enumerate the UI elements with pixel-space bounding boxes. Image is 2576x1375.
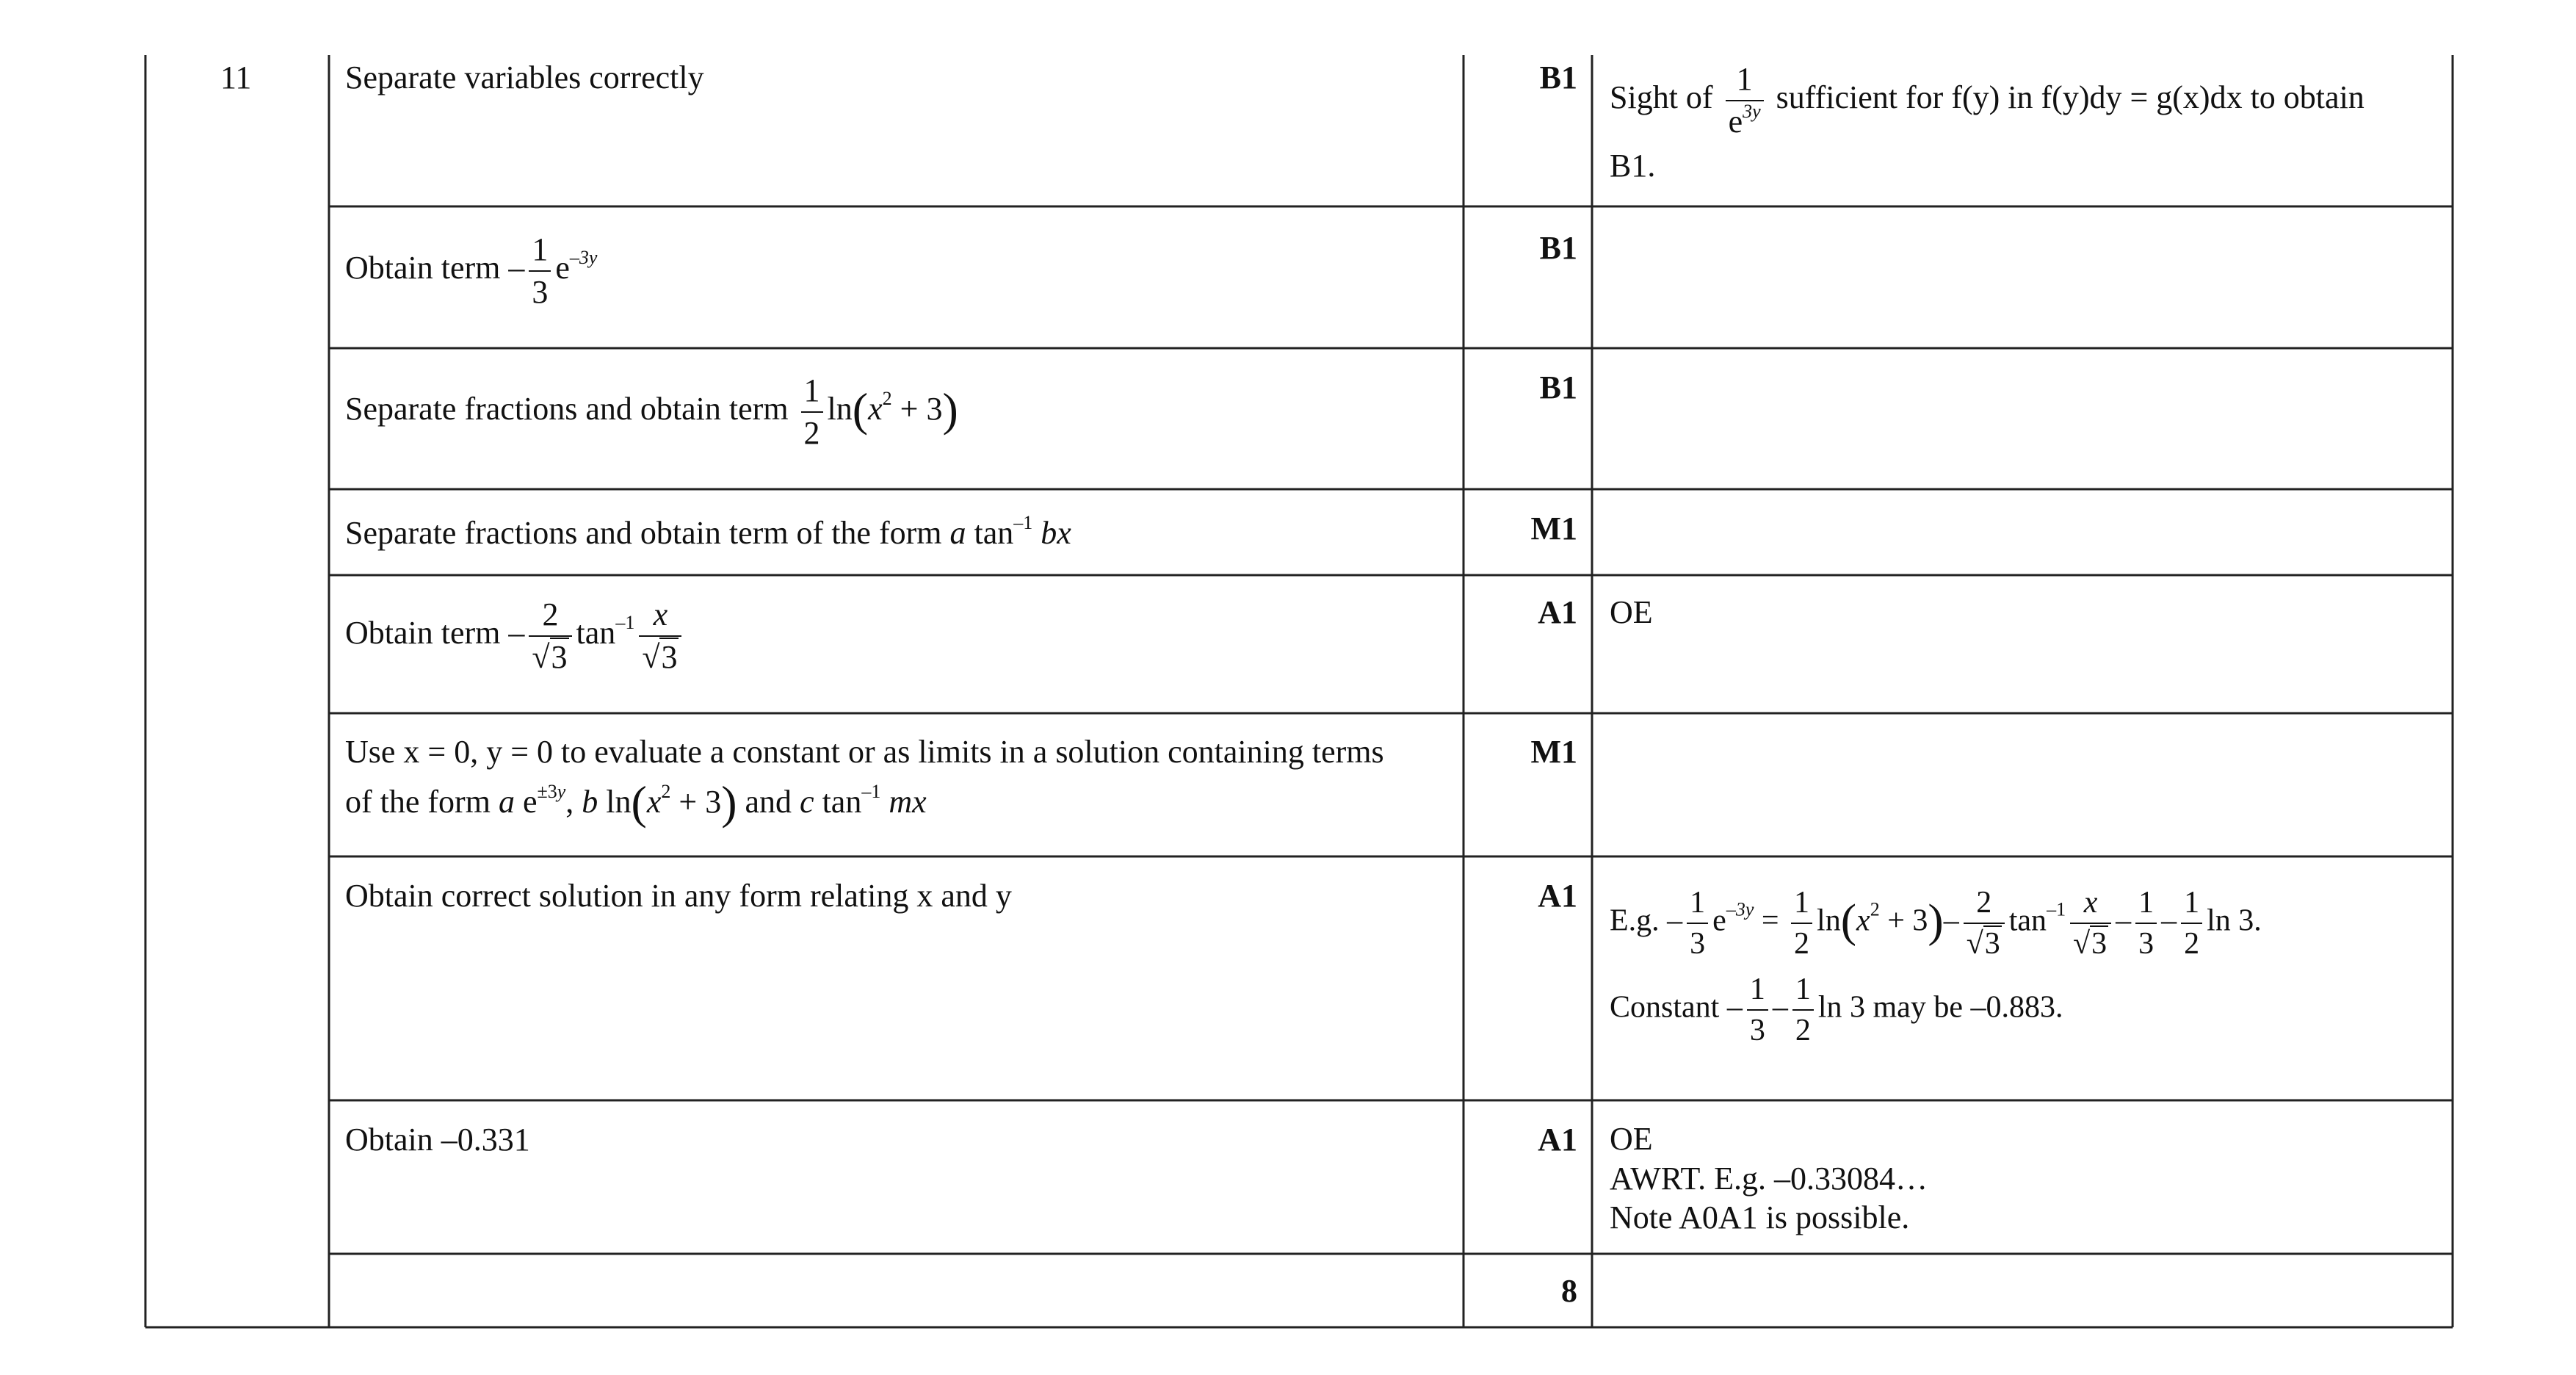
fraction-numerator: 1 bbox=[1726, 63, 1764, 101]
answer-r3-text: Separate fractions and obtain term bbox=[345, 391, 789, 427]
answer-r6-and: and bbox=[745, 784, 792, 820]
answer-r2: Obtain term – $\frac{1}{3}$ $e^{-3y}$ bbox=[345, 231, 598, 310]
fraction-denominator: $e^{3y}$ bbox=[1728, 101, 1761, 140]
mark-r4: M1 bbox=[1530, 510, 1577, 546]
answer-r6-line-a: Use x = 0, y = 0 to evaluate a constant or as limits in a solution containing terms bbox=[345, 734, 1384, 770]
answer-r8: Obtain –0.331 bbox=[345, 1122, 530, 1158]
guidance-r8-line-1: OE bbox=[1610, 1121, 1653, 1157]
mark-r3: B1 bbox=[1539, 369, 1577, 405]
guidance-r7-constant: Constant bbox=[1610, 990, 1720, 1025]
mark-r7: A1 bbox=[1538, 878, 1577, 914]
answer-r4-text: Separate fractions and obtain term of the form bbox=[345, 515, 942, 551]
mark-r1: B1 bbox=[1539, 59, 1577, 95]
fraction-two-over-root3: $\frac{2}{√3}$ bbox=[529, 599, 571, 674]
answer-separate-variables: Separate variables correctly bbox=[345, 59, 704, 95]
guidance-r8-line-3: Note A0A1 is possible. bbox=[1610, 1199, 1910, 1236]
fraction-one-half: $\frac{1}{2}$ bbox=[801, 375, 823, 450]
answer-r6-line-b: of the form bbox=[345, 784, 491, 820]
guidance-r1-text-a: Sight of bbox=[1610, 79, 1713, 116]
answer-r7: Obtain correct solution in any form relating x and y bbox=[345, 878, 1012, 914]
mark-r8: A1 bbox=[1538, 1122, 1577, 1158]
mark-total: 8 bbox=[1561, 1273, 1577, 1309]
answer-r4: Separate fractions and obtain term of the form a $\tan^{-1}$ bx bbox=[345, 512, 1071, 551]
fraction-one-over-e3y bbox=[1726, 63, 1764, 138]
answer-r6: Use x = 0, y = 0 to evaluate a constant or as limits in a solution containing terms of the form a $e^{\pm 3y}$, b $\ln(x^2 + 3)$ and c $\tan^{-1}$ mx bbox=[345, 732, 1454, 832]
question-number: 11 bbox=[220, 59, 252, 95]
answer-r5: Obtain term – $\frac{2}{√3}$ $\tan^{-1}$ $\frac{x}{√3}$ bbox=[345, 599, 686, 674]
guidance-r7: E.g. – $\frac{1}{3}$ $e^{-3y}$ = $\frac{1}{2}$ $\ln(x^2 + 3)-$ $\frac{2}{√3}$ $\tan^{-1}$ $\frac{x}{√3}$ – $\frac{1}{3}$ – $\frac{1}{2}$ ln 3. Constant – $\frac{1}{3}$ – $\frac{1}{2}$ ln 3 may be –0.883. bbox=[1610, 886, 2262, 1047]
guidance-r1-text-b: sufficient for f(y) in f(y)dy = g(x)dx to obtain bbox=[1776, 79, 2365, 116]
guidance-r5: OE bbox=[1610, 594, 1653, 630]
mark-r5: A1 bbox=[1538, 594, 1577, 630]
guidance-r7-maybe: may be –0.883. bbox=[1873, 990, 2063, 1025]
fraction-one-third: $\frac{1}{3}$ bbox=[529, 234, 551, 308]
guidance-r1-text-c: B1. bbox=[1610, 148, 1656, 184]
answer-r3: Separate fractions and obtain term $\frac{1}{2}$ $\ln(x^2 + 3)$ bbox=[345, 372, 958, 451]
answer-r2-text: Obtain term bbox=[345, 250, 501, 286]
guidance-r1 bbox=[1610, 63, 2439, 186]
mark-r2: B1 bbox=[1539, 230, 1577, 266]
guidance-r8 bbox=[1610, 1119, 1928, 1238]
mark-r6: M1 bbox=[1530, 734, 1577, 770]
answer-r5-text: Obtain term bbox=[345, 615, 501, 652]
guidance-r7-eg: E.g. bbox=[1610, 903, 1660, 938]
guidance-r8-line-2: AWRT. E.g. –0.33084… bbox=[1610, 1160, 1928, 1197]
fraction-x-over-root3: $\frac{x}{√3}$ bbox=[639, 599, 681, 674]
